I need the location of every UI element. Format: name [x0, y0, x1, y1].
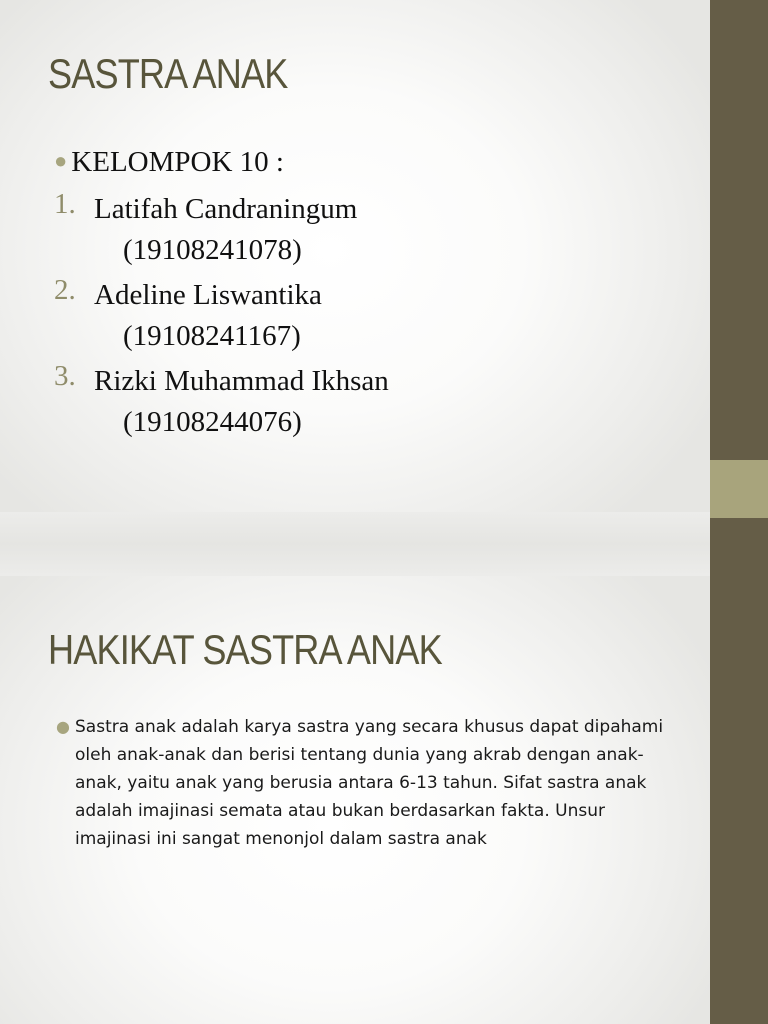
member-number: 3.	[54, 360, 76, 392]
member-number: 1.	[54, 188, 76, 220]
bullet-dot-icon: ●	[54, 148, 68, 173]
member-item-2	[54, 274, 389, 356]
slide-2	[0, 576, 768, 1024]
group-label: KELOMPOK 10 :	[71, 146, 284, 178]
slide-1-title: SASTRA ANAK	[48, 50, 288, 97]
definition-item	[56, 713, 676, 853]
member-name: Latifah Candraningum	[94, 193, 358, 225]
sidebar-accent-block	[710, 460, 768, 518]
member-list	[54, 140, 389, 442]
member-nim: (19108241167)	[123, 320, 301, 352]
member-name: Rizki Muhammad Ikhsan	[94, 365, 389, 397]
bullet-dot-icon: ●	[56, 717, 70, 736]
slide-separator	[0, 512, 710, 576]
member-name: Adeline Liswantika	[94, 279, 322, 311]
group-heading	[54, 140, 389, 184]
member-nim: (19108241078)	[123, 234, 302, 266]
member-number: 2.	[54, 274, 76, 306]
slide-2-body	[56, 713, 676, 853]
member-item-1	[54, 188, 389, 270]
slide-2-title: HAKIKAT SASTRA ANAK	[48, 626, 442, 673]
member-nim: (19108244076)	[123, 406, 302, 438]
definition-text: Sastra anak adalah karya sastra yang secara khusus dapat dipahami oleh anak-anak dan berisi tentang dunia yang akrab dengan anak-anak, yaitu anak yang berusia antara 6-13 tahun. Sifat sastra anak adalah imajinasi semata atau bukan berdasarkan fakta. Unsur imajinasi ini sangat menonjol dalam sastra anak	[75, 717, 664, 849]
member-item-3	[54, 360, 389, 442]
